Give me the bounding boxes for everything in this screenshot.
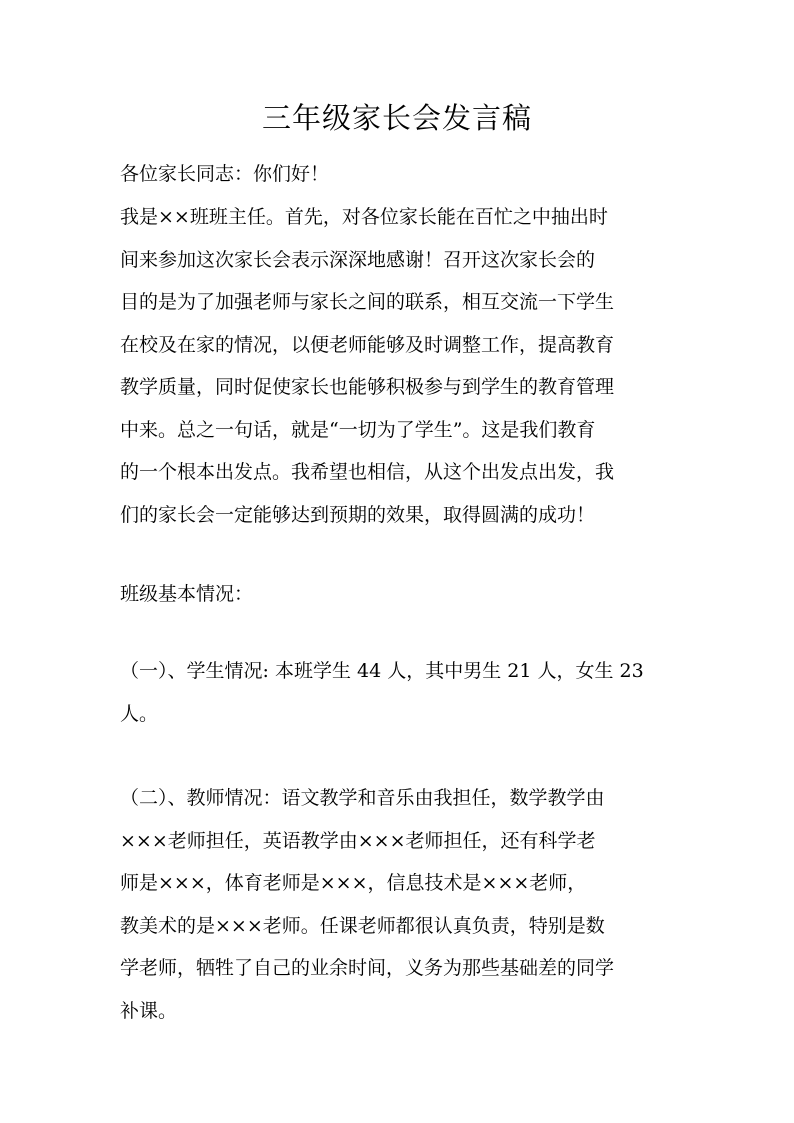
teachers-line: ×××老师担任，英语教学由×××老师担任，还有科学老 (120, 829, 596, 852)
students-paragraph (120, 650, 688, 735)
greeting-line: 各位家长同志：你们好！ (120, 163, 330, 185)
section-heading-line: 班级基本情况： (120, 583, 254, 605)
teachers-line: （二）、教师情况：语文教学和音乐由我担任，数学教学由 (120, 787, 605, 809)
intro-line: 教学质量，同时促使家长也能够积极参与到学生的教育管理 (120, 376, 615, 398)
greeting-paragraph (120, 153, 688, 196)
intro-line: 我是××班班主任。首先，对各位家长能在百忙之中抽出时 (120, 206, 608, 228)
intro-line: 在校及在家的情况，以便老师能够及时调整工作，提高教育 (120, 333, 615, 356)
students-line: （一）、学生情况: 本班学生 44 人，其中男生 21 人，女生 23 (120, 660, 644, 682)
intro-line: 中来。总之一句话，就是“一切为了学生”。这是我们教育 (120, 418, 596, 441)
document-title: 三年级家长会发言稿 (261, 101, 532, 135)
intro-line: 目的是为了加强老师与家长之间的联系，相互交流一下学生 (120, 291, 615, 313)
teachers-line: 补课。 (120, 999, 178, 1022)
teachers-line: 学老师，牺牲了自己的业余时间，义务为那些基础差的同学 (120, 957, 615, 979)
intro-line: 们的家长会一定能够达到预期的效果，取得圆满的成功！ (120, 503, 596, 526)
intro-line: 的一个根本出发点。我希望也相信，从这个出发点出发，我 (120, 461, 615, 483)
class-info-heading (120, 573, 688, 616)
teachers-line: 师是×××，体育老师是×××，信息技术是×××老师， (120, 872, 587, 894)
intro-line: 间来参加这次家长会表示深深地感谢！召开这次家长会的 (120, 248, 596, 271)
students-line: 人。 (120, 702, 159, 725)
teachers-paragraph (120, 777, 688, 1032)
intro-paragraph (120, 196, 688, 536)
teachers-line: 教美术的是×××老师。任课老师都很认真负责，特别是数 (120, 914, 605, 937)
